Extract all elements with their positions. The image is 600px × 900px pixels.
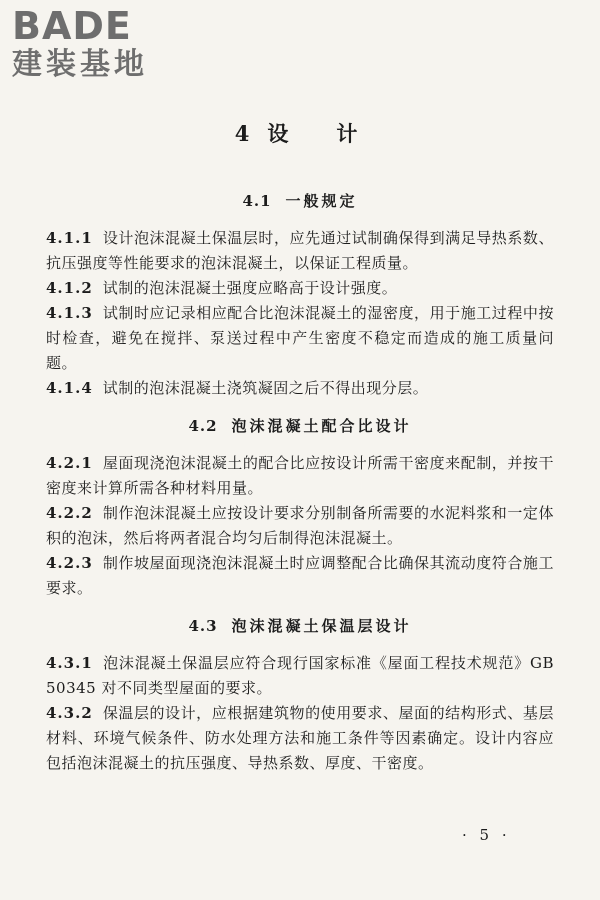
watermark-subtitle: 建装基地	[12, 47, 148, 82]
clause-number: 4.3.2	[46, 704, 93, 722]
section-heading: 泡沫混凝土保温层设计	[231, 617, 412, 635]
chapter-title-part1: 设	[267, 121, 297, 146]
chapter-title-part2: 计	[336, 121, 366, 146]
clause-4-1-4	[46, 376, 554, 401]
chapter-title	[0, 118, 600, 148]
clause-number: 4.3.1	[46, 654, 93, 672]
clause-text: 试制的泡沫混凝土强度应略高于设计强度。	[102, 279, 398, 297]
document-body	[46, 188, 554, 776]
clause-4-2-2	[46, 501, 554, 551]
watermark-brand: BADE	[12, 4, 132, 48]
clause-text: 试制的泡沫混凝土浇筑凝固之后不得出现分层。	[102, 379, 429, 397]
clause-4-3-1	[46, 651, 554, 701]
section-title-4-1	[46, 188, 554, 214]
clause-4-1-1	[46, 226, 554, 276]
section-number: 4.3	[188, 617, 218, 635]
clause-text: 设计泡沫混凝土保温层时，应先通过试制确保得到满足导热系数、抗压强度等性能要求的泡沫混凝土，以保证工程质量。	[46, 229, 554, 272]
clause-number: 4.2.3	[46, 554, 93, 572]
clause-number: 4.2.2	[46, 504, 93, 522]
section-title-4-3	[46, 613, 554, 639]
clause-number: 4.1.2	[46, 279, 93, 297]
section-number: 4.2	[188, 417, 218, 435]
page-number: · 5 ·	[462, 826, 511, 844]
clause-number: 4.2.1	[46, 454, 93, 472]
clause-4-2-1	[46, 451, 554, 501]
chapter-number: 4	[234, 121, 258, 146]
clause-text: 屋面现浇泡沫混凝土的配合比应按设计所需干密度来配制，并按干密度来计算所需各种材料用量。	[46, 454, 554, 497]
clause-4-3-2	[46, 701, 554, 776]
clause-number: 4.1.1	[46, 229, 93, 247]
clause-number: 4.1.3	[46, 304, 93, 322]
clause-text: 泡沫混凝土保温层应符合现行国家标准《屋面工程技术规范》GB 50345 对不同类型屋面的要求。	[46, 654, 554, 697]
clause-4-1-3	[46, 301, 554, 376]
section-title-4-2	[46, 413, 554, 439]
clause-number: 4.1.4	[46, 379, 93, 397]
clause-text: 制作坡屋面现浇泡沫混凝土时应调整配合比确保其流动度符合施工要求。	[46, 554, 554, 597]
clause-text: 保温层的设计，应根据建筑物的使用要求、屋面的结构形式、基层材料、环境气候条件、防水处理方法和施工条件等因素确定。设计内容应包括泡沫混凝土的抗压强度、导热系数、厚度、干密度。	[46, 704, 554, 772]
section-heading: 泡沫混凝土配合比设计	[231, 417, 412, 435]
section-heading: 一般规定	[285, 192, 358, 210]
bade-watermark-logo	[12, 6, 182, 82]
clause-text: 制作泡沫混凝土应按设计要求分别制备所需要的水泥料浆和一定体积的泡沫，然后将两者混合均匀后制得泡沫混凝土。	[46, 504, 554, 547]
section-number: 4.1	[242, 192, 272, 210]
clause-4-1-2	[46, 276, 554, 301]
clause-text: 试制时应记录相应配合比泡沫混凝土的湿密度，用于施工过程中按时检查，避免在搅拌、泵送过程中产生密度不稳定而造成的施工质量问题。	[46, 304, 554, 372]
clause-4-2-3	[46, 551, 554, 601]
